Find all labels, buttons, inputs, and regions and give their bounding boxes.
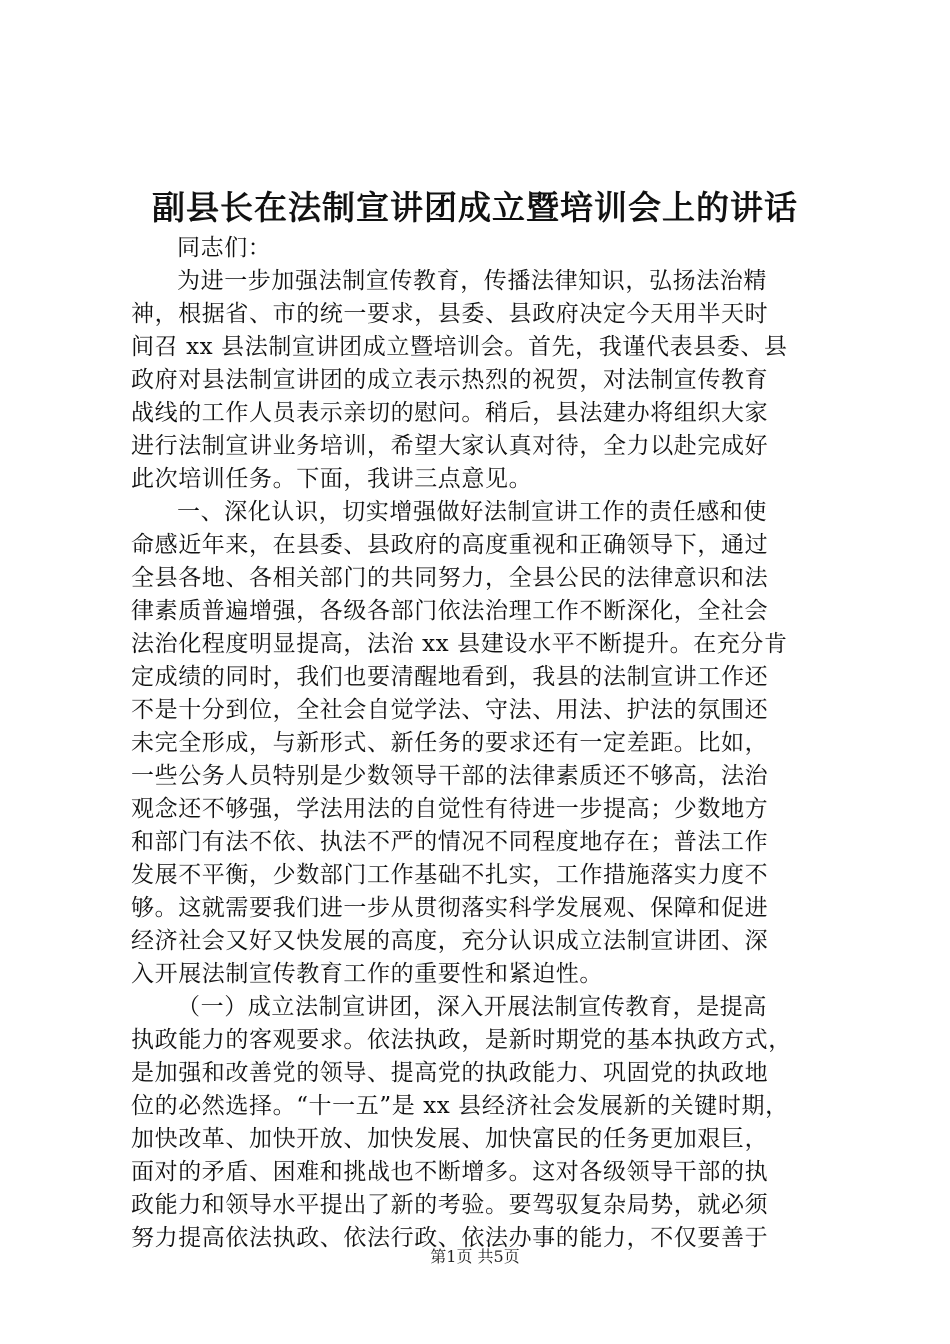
paragraph-line: 进行法制宣讲业务培训，希望大家认真对待，全力以赴完成好 [131, 433, 769, 459]
paragraph-line: 未完全形成，与新形式、新任务的要求还有一定差距。比如， [131, 730, 769, 756]
paragraph-line: 全县各地、各相关部门的共同努力，全县公民的法律意识和法 [131, 565, 769, 591]
paragraph-line: 入开展法制宣传教育工作的重要性和紧迫性。 [131, 961, 603, 987]
paragraph-line: 命感近年来，在县委、县政府的高度重视和正确领导下，通过 [131, 532, 769, 558]
paragraph-line: 神，根据省、市的统一要求，县委、县政府决定今天用半天时 [131, 301, 769, 327]
paragraph-line: 发展不平衡，少数部门工作基础不扎实，工作措施落实力度不 [131, 862, 769, 888]
paragraph-line: 定成绩的同时，我们也要清醒地看到，我县的法制宣讲工作还 [131, 664, 769, 690]
paragraph-line: 为进一步加强法制宣传教育，传播法律知识，弘扬法治精 [177, 268, 767, 294]
paragraph-line: 够。这就需要我们进一步从贯彻落实科学发展观、保障和促进 [131, 895, 769, 921]
paragraph-line: 和部门有法不依、执法不严的情况不同程度地存在；普法工作 [131, 829, 769, 855]
page-number-footer: 第1页 共5页 [430, 1247, 520, 1266]
paragraph-line: 加快改革、加快开放、加快发展、加快富民的任务更加艰巨， [131, 1126, 769, 1152]
salutation-line: 同志们： [177, 235, 272, 261]
paragraph-line: 观念还不够强，学法用法的自觉性有待进一步提高；少数地方 [131, 796, 769, 822]
paragraph-line: 经济社会又好又快发展的高度，充分认识成立法制宣讲团、深 [131, 928, 769, 954]
paragraph-line: 法治化程度明显提高，法治 xx 县建设水平不断提升。在充分肯 [131, 631, 788, 657]
paragraph-line: 政能力和领导水平提出了新的考验。要驾驭复杂局势，就必须 [131, 1192, 769, 1218]
paragraph-line: 律素质普遍增强，各级各部门依法治理工作不断深化，全社会 [131, 598, 769, 624]
paragraph-line: 战线的工作人员表示亲切的慰问。稍后，县法建办将组织大家 [131, 400, 769, 426]
paragraph-line: 此次培训任务。下面，我讲三点意见。 [131, 466, 533, 492]
paragraph-line: 是加强和改善党的领导、提高党的执政能力、巩固党的执政地 [131, 1060, 769, 1086]
paragraph-line: 政府对县法制宣讲团的成立表示热烈的祝贺，对法制宣传教育 [131, 367, 769, 393]
section-heading-line: 一、深化认识，切实增强做好法制宣讲工作的责任感和使 [177, 499, 767, 525]
document-body [131, 232, 831, 1255]
paragraph-line: 不是十分到位，全社会自觉学法、守法、用法、护法的氛围还 [131, 697, 769, 723]
paragraph-line: 执政能力的客观要求。依法执政，是新时期党的基本执政方式， [131, 1027, 792, 1053]
paragraph-line: 一些公务人员特别是少数领导干部的法律素质还不够高，法治 [131, 763, 769, 789]
paragraph-line: 努力提高依法执政、依法行政、依法办事的能力，不仅要善于 [131, 1225, 769, 1251]
subsection-heading-line: （一）成立法制宣讲团，深入开展法制宣传教育，是提高 [177, 994, 767, 1020]
document-title: 副县长在法制宣讲团成立暨培训会上的讲话 [152, 188, 798, 227]
paragraph-line: 位的必然选择。“十一五”是 xx 县经济社会发展新的关键时期， [131, 1093, 789, 1119]
paragraph-line: 间召 xx 县法制宣讲团成立暨培训会。首先，我谨代表县委、县 [131, 334, 788, 360]
paragraph-line: 面对的矛盾、困难和挑战也不断增多。这对各级领导干部的执 [131, 1159, 769, 1185]
